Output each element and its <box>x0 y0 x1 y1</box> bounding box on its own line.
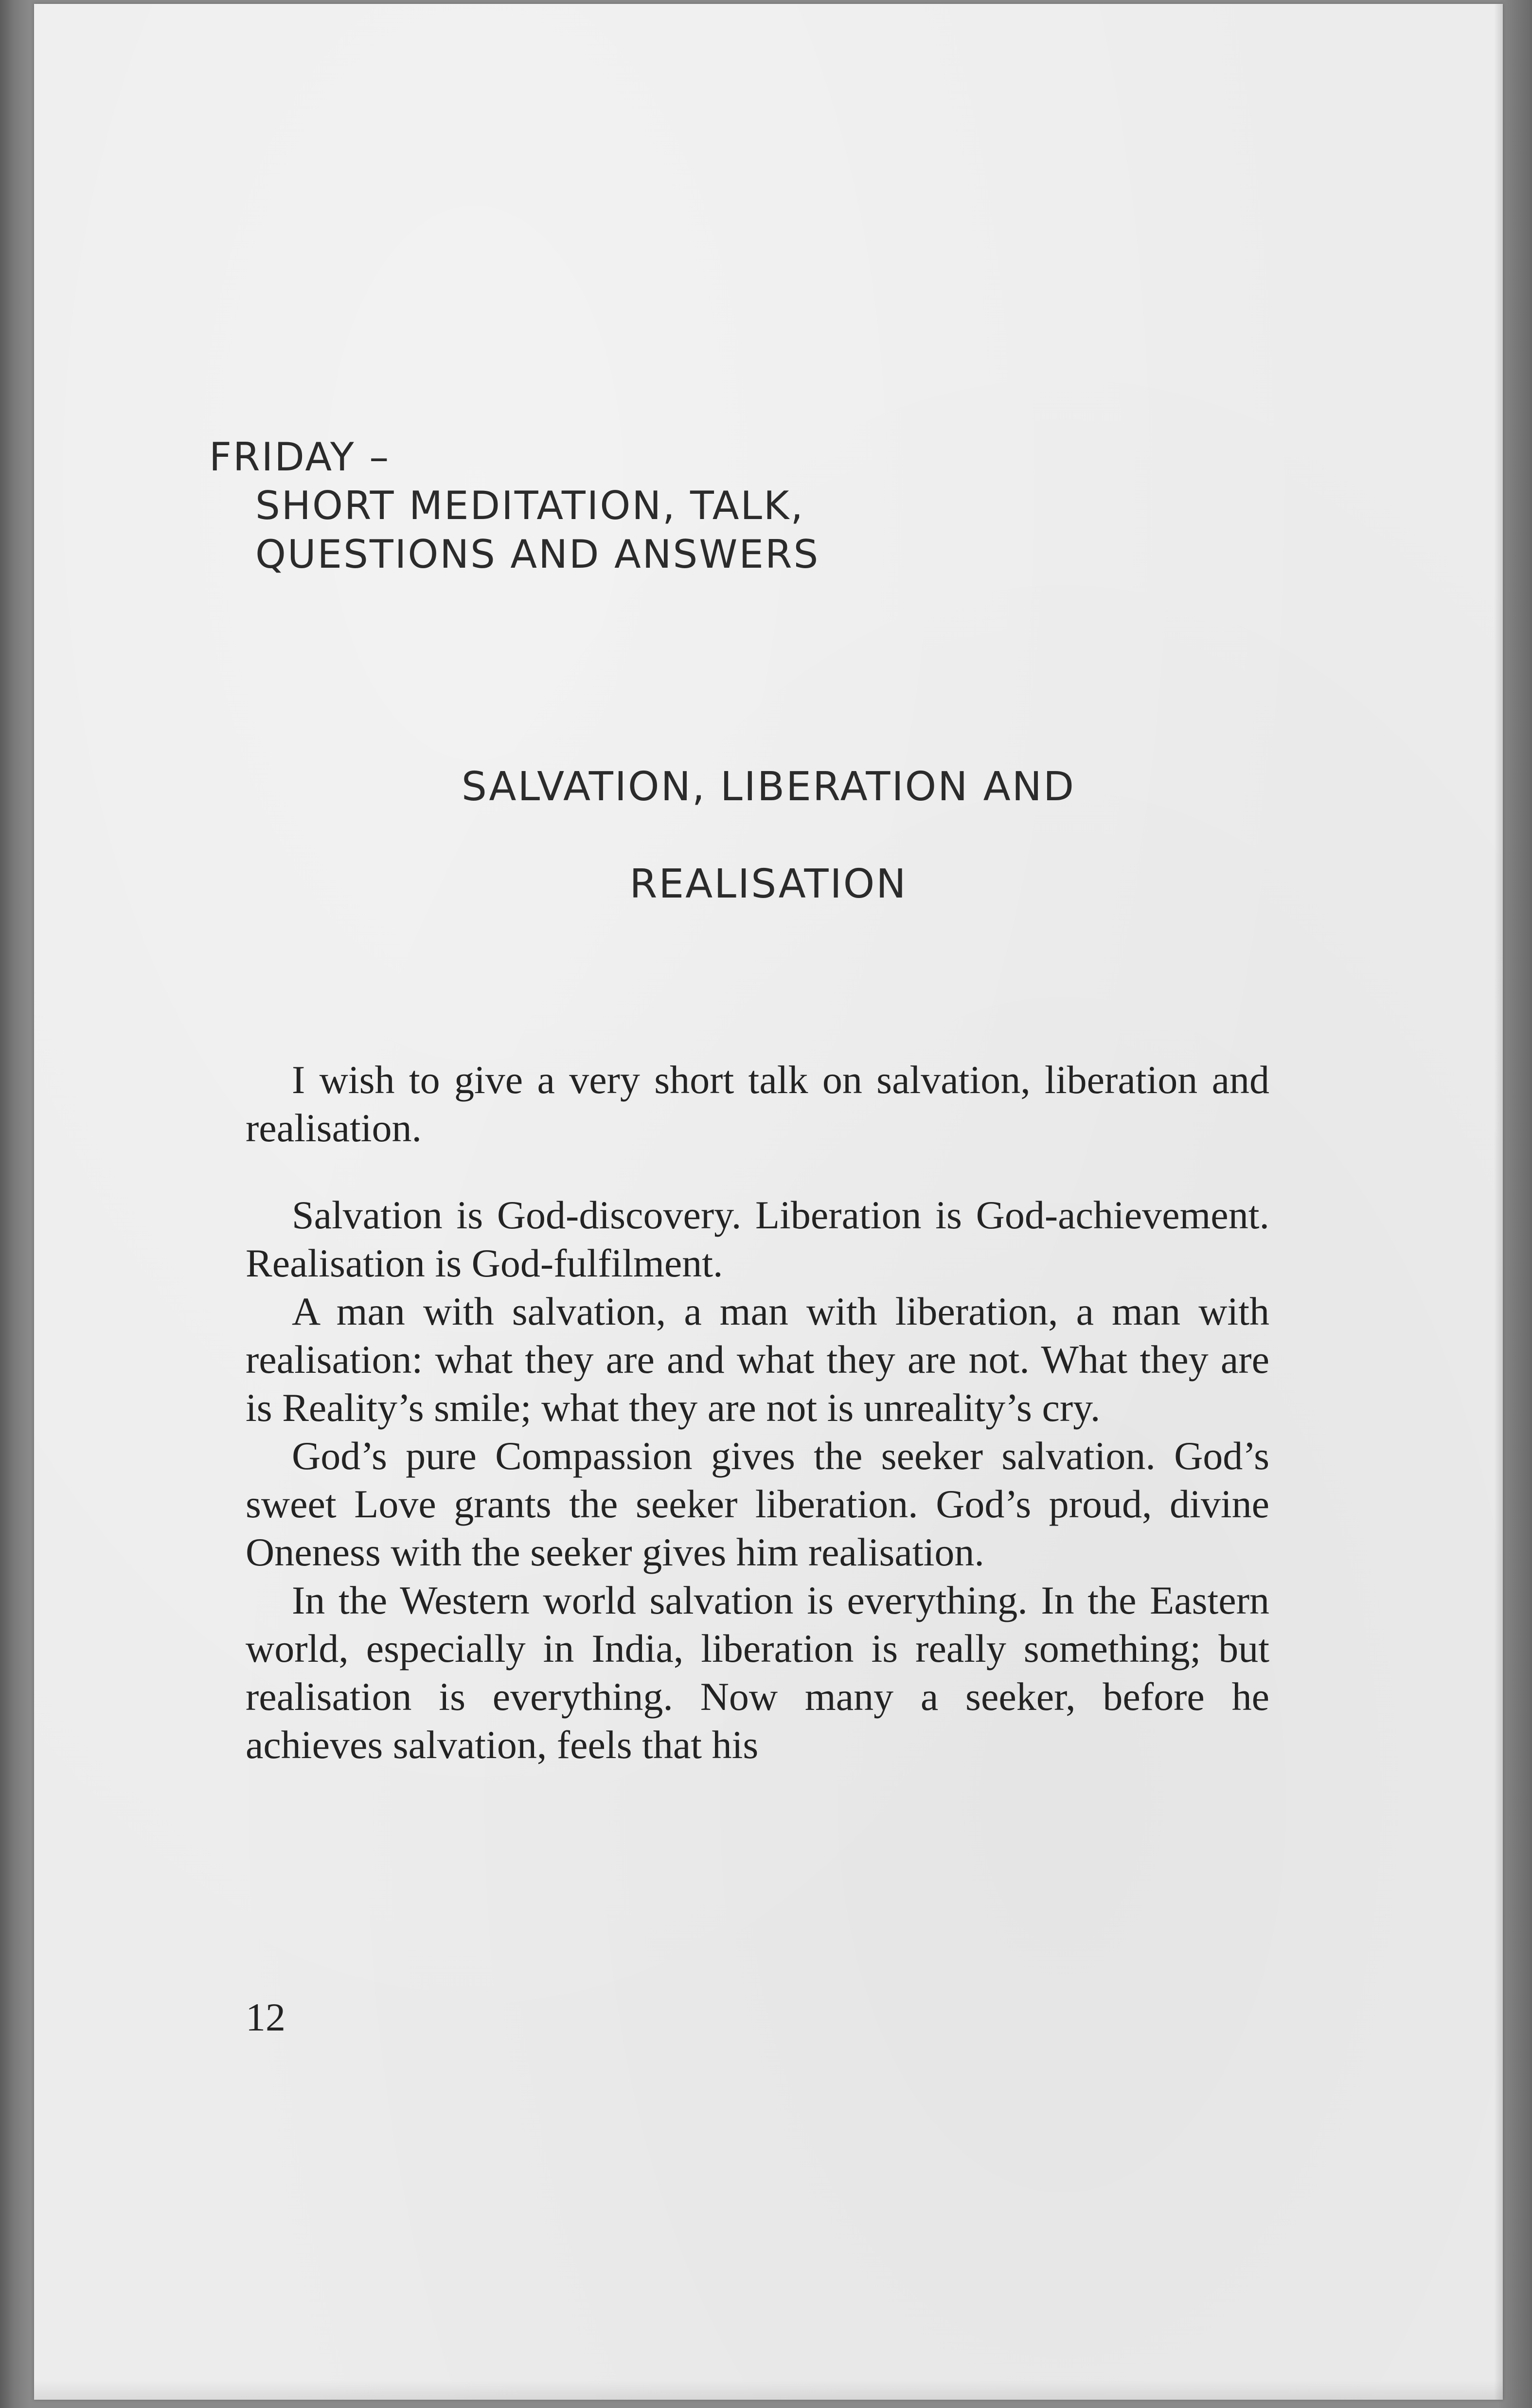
page-edge-shadow <box>1494 4 1503 2400</box>
paragraph-2: Salvation is God-discovery. Liberation is God-achievement. Realisation is God-fulfilment. <box>246 1193 1269 1285</box>
page-bottom-shadow <box>34 2380 1503 2400</box>
header-day: FRIDAY – <box>209 434 391 480</box>
paragraph-5: In the Western world salvation is everything. In the Eastern world, especially in India, liberation is really something; but realisation is everything. Now many a seeker, before he achieves salvation, feels that his <box>246 1578 1269 1767</box>
paragraph-3: A man with salvation, a man with liberation, a man with realisation: what they are and what they are not. What they are is Reality’s smile; what they are not is unreality’s cry. <box>246 1289 1269 1430</box>
header-subtitle-line-2: QUESTIONS AND ANSWERS <box>255 532 820 577</box>
header-subtitle-line-1: SHORT MEDITATION, TALK, <box>255 483 804 528</box>
paragraph-1: I wish to give a very short talk on salvation, liberation and realisation. <box>246 1058 1269 1150</box>
talk-body <box>246 1056 1269 1769</box>
paragraph-4: God’s pure Compassion gives the seeker salvation. God’s sweet Love grants the seeker liberation. God’s proud, divine Oneness with the seeker gives him realisation. <box>246 1434 1269 1574</box>
chapter-header <box>209 433 1328 579</box>
page-number: 12 <box>246 1995 285 2039</box>
talk-title-line-2: REALISATION <box>629 861 908 907</box>
talk-title-line-1: SALVATION, LIBERATION AND <box>461 764 1076 810</box>
